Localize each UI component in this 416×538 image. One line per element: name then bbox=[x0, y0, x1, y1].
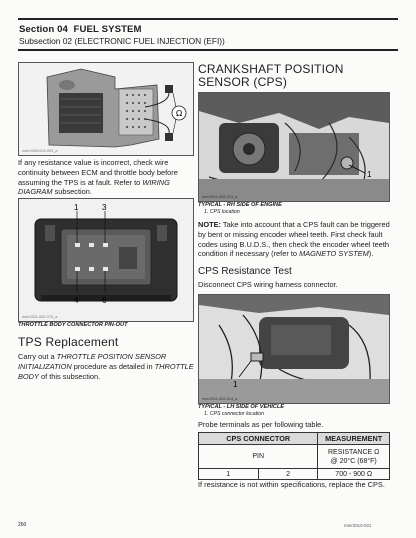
pin-label-6: 6 bbox=[102, 296, 107, 305]
continuity-paragraph: If any resistance value is incorrect, check wire continuity between ECM and throttle body before assuming the TPS is at fault. Refer to WIRING DIAGRAM subsection. bbox=[18, 158, 178, 197]
rh-engine-subcaption: 1. CPS location bbox=[204, 209, 240, 215]
header-top-rule bbox=[18, 18, 398, 20]
tps-replacement-heading: TPS Replacement bbox=[18, 335, 119, 349]
probe-paragraph: Probe terminals as per following table. bbox=[198, 420, 324, 429]
replace-cps-paragraph: If resistance is not within specifications, replace the CPS. bbox=[198, 480, 385, 489]
throttle-body-connector-illustration bbox=[19, 199, 193, 321]
engine-rh-illustration bbox=[199, 93, 389, 201]
pin-label-3: 3 bbox=[102, 203, 107, 212]
pin-b-cell: 2 bbox=[258, 469, 318, 480]
subsection-heading: Subsection 02 (ELECTRONIC FUEL INJECTION (EFI)) bbox=[19, 36, 225, 46]
resistance-value-cell: 700 - 900 Ω bbox=[318, 469, 390, 480]
cps-note-paragraph: NOTE: Take into account that a CPS fault can be triggered by bent or missing encoder wheel teeth. First check fault codes using B.U.D.S., then check the encoder wheel teeth condition if necessary (refer to MAGNETO SYSTEM). bbox=[198, 220, 390, 259]
throttle-body-ohmmeter-figure bbox=[18, 62, 194, 156]
vehicle-lh-figure bbox=[198, 294, 390, 404]
header-bottom-rule bbox=[18, 49, 398, 51]
disconnect-paragraph: Disconnect CPS wiring harness connector. bbox=[198, 280, 338, 289]
wiring-diagram-link[interactable]: WIRING DIAGRAM bbox=[18, 177, 170, 197]
figure-id: mmr2011-002-013_a bbox=[202, 195, 238, 199]
section-heading: Section 04 FUEL SYSTEM bbox=[19, 24, 142, 35]
callout-1-lh: 1 bbox=[233, 380, 238, 389]
engine-rh-figure bbox=[198, 92, 390, 202]
vehicle-lh-illustration bbox=[199, 295, 389, 403]
pin-label-4: 4 bbox=[74, 296, 79, 305]
cps-section-title: CRANKSHAFT POSITION SENSOR (CPS) bbox=[198, 62, 344, 89]
lh-vehicle-subcaption: 1. CPS connector location bbox=[204, 411, 264, 417]
callout-1-rh: 1 bbox=[367, 170, 372, 179]
col-header-cps-connector: CPS CONNECTOR bbox=[199, 433, 318, 445]
pin-label-1: 1 bbox=[74, 203, 79, 212]
figure-id: mmr2011-002-014_a bbox=[202, 397, 238, 401]
pin-label-cell: PIN bbox=[199, 445, 318, 469]
cps-resistance-table bbox=[198, 432, 390, 480]
connector-pinout-caption: THROTTLE BODY CONNECTOR PIN-OUT bbox=[18, 322, 128, 328]
tps-replacement-paragraph: Carry out a THROTTLE POSITION SENSOR INITIALIZATION procedure as detailed in THROTTLE BODY of this subsection. bbox=[18, 352, 194, 381]
figure-id: mmr2009-002-003_a bbox=[22, 149, 58, 153]
throttle-body-ohmmeter-illustration bbox=[19, 63, 193, 155]
lh-vehicle-caption: TYPICAL - LH SIDE OF VEHICLE bbox=[198, 404, 284, 410]
tps-initialization-link[interactable]: THROTTLE POSITION SENSOR INITIALIZATION bbox=[18, 352, 167, 371]
col-header-measurement: MEASUREMENT bbox=[318, 433, 390, 445]
document-code: mmr2010-021 bbox=[344, 523, 372, 528]
cps-resistance-heading: CPS Resistance Test bbox=[198, 266, 292, 277]
pin-a-cell: 1 bbox=[199, 469, 259, 480]
ohmmeter-symbol: Ω bbox=[175, 109, 183, 118]
figure-id: mmr2011-002-070_a bbox=[22, 315, 58, 319]
magneto-system-link[interactable]: MAGNETO SYSTEM bbox=[299, 249, 369, 259]
throttle-body-connector-figure bbox=[18, 198, 194, 322]
rh-engine-caption: TYPICAL - RH SIDE OF ENGINE bbox=[198, 202, 282, 208]
throttle-body-link[interactable]: THROTTLE BODY bbox=[18, 361, 194, 381]
page-number: 260 bbox=[18, 522, 27, 528]
resistance-label-cell: RESISTANCE Ω @ 20°C (68°F) bbox=[318, 445, 390, 469]
